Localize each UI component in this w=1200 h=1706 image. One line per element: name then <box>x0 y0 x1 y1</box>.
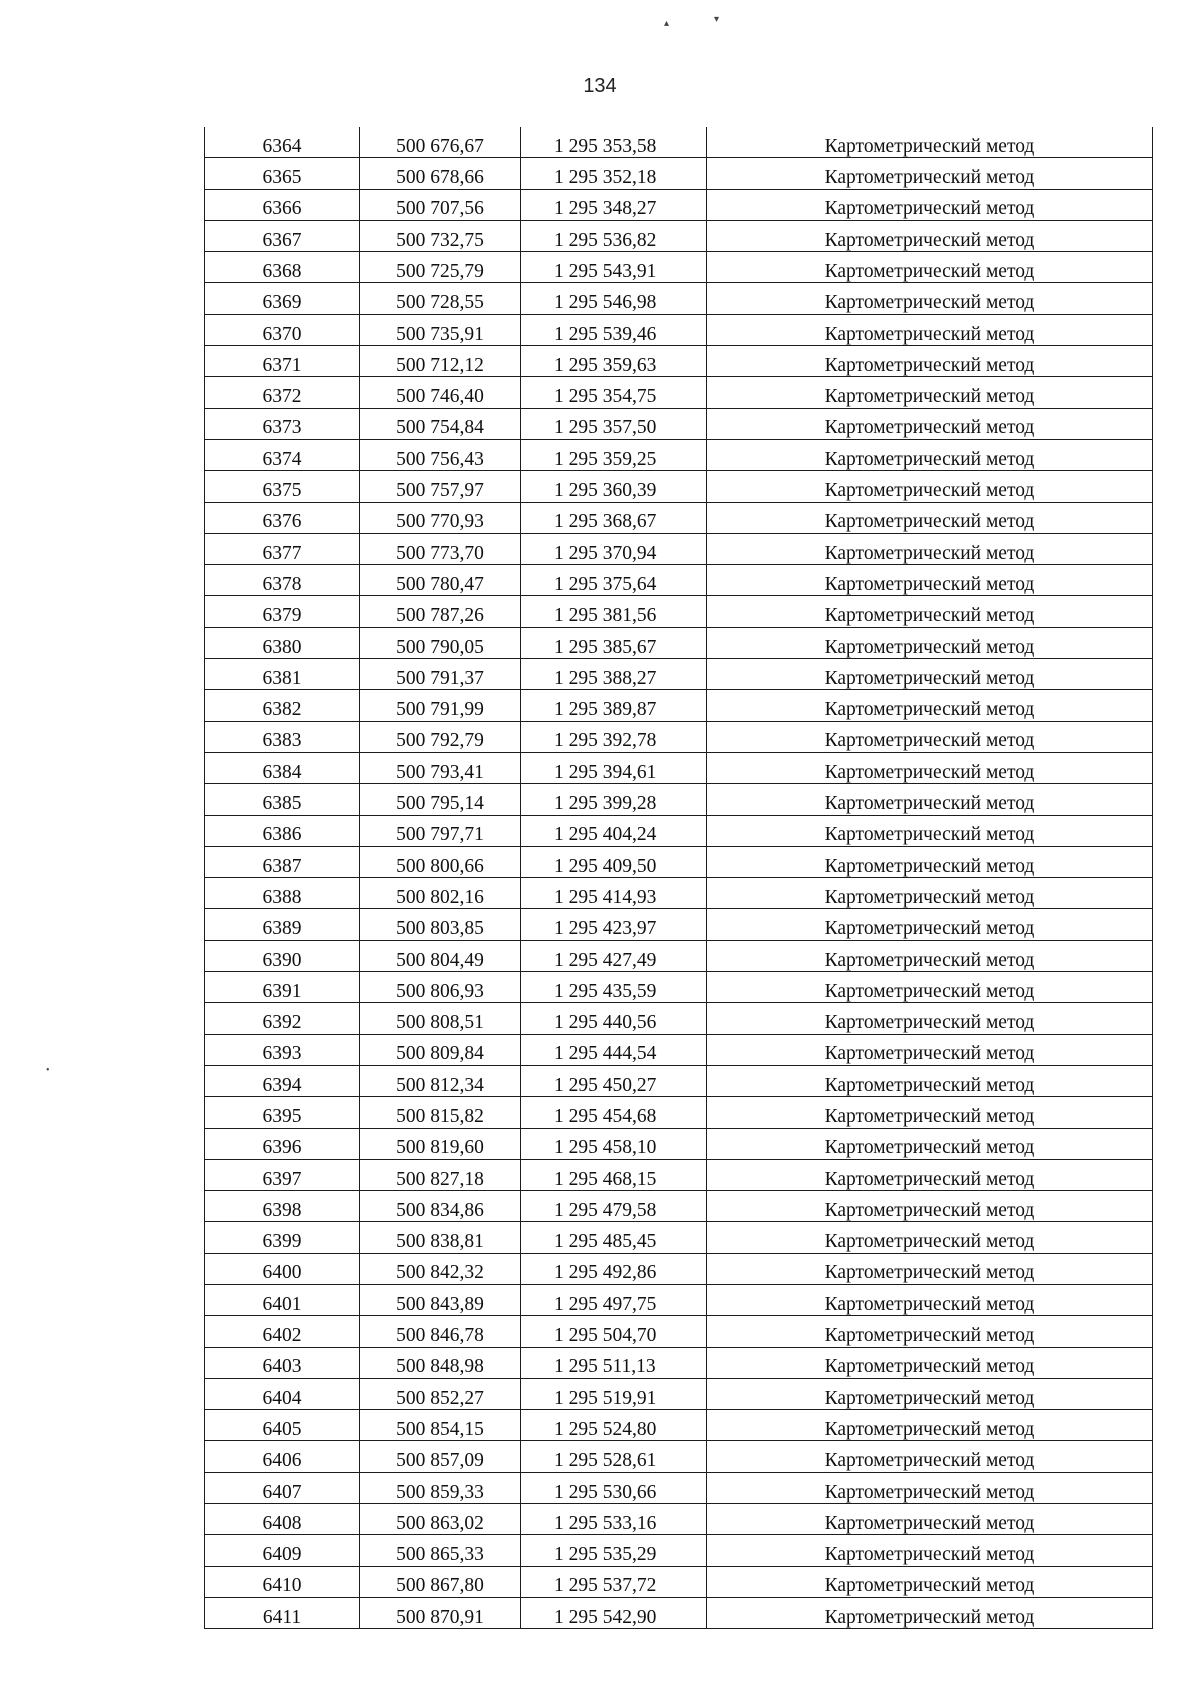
point-number-cell: 6388 <box>205 878 360 909</box>
point-number-cell: 6368 <box>205 252 360 283</box>
method-cell: Картометрический метод <box>707 1128 1153 1159</box>
point-number-cell: 6405 <box>205 1410 360 1441</box>
y-coordinate-cell: 1 295 468,15 <box>521 1159 707 1190</box>
x-coordinate-cell: 500 791,99 <box>360 690 521 721</box>
method-cell: Картометрический метод <box>707 1222 1153 1253</box>
method-cell: Картометрический метод <box>707 1003 1153 1034</box>
x-coordinate-cell: 500 819,60 <box>360 1128 521 1159</box>
x-coordinate-cell: 500 838,81 <box>360 1222 521 1253</box>
method-cell: Картометрический метод <box>707 189 1153 220</box>
y-coordinate-cell: 1 295 375,64 <box>521 565 707 596</box>
point-number-cell: 6396 <box>205 1128 360 1159</box>
coordinates-table-body <box>205 127 1153 1629</box>
x-coordinate-cell: 500 834,86 <box>360 1191 521 1222</box>
x-coordinate-cell: 500 728,55 <box>360 283 521 314</box>
point-number-cell: 6393 <box>205 1034 360 1065</box>
point-number-cell: 6389 <box>205 909 360 940</box>
x-coordinate-cell: 500 793,41 <box>360 752 521 783</box>
y-coordinate-cell: 1 295 543,91 <box>521 252 707 283</box>
method-cell: Картометрический метод <box>707 533 1153 564</box>
y-coordinate-cell: 1 295 497,75 <box>521 1284 707 1315</box>
point-number-cell: 6376 <box>205 502 360 533</box>
method-cell: Картометрический метод <box>707 1378 1153 1409</box>
y-coordinate-cell: 1 295 353,58 <box>521 127 707 158</box>
scan-speck: ▴ <box>664 18 670 29</box>
method-cell: Картометрический метод <box>707 972 1153 1003</box>
point-number-cell: 6373 <box>205 408 360 439</box>
x-coordinate-cell: 500 732,75 <box>360 220 521 251</box>
method-cell: Картометрический метод <box>707 1472 1153 1503</box>
y-coordinate-cell: 1 295 392,78 <box>521 721 707 752</box>
point-number-cell: 6404 <box>205 1378 360 1409</box>
method-cell: Картометрический метод <box>707 565 1153 596</box>
table-row <box>205 158 1153 189</box>
point-number-cell: 6401 <box>205 1284 360 1315</box>
method-cell: Картометрический метод <box>707 627 1153 658</box>
point-number-cell: 6409 <box>205 1535 360 1566</box>
point-number-cell: 6394 <box>205 1065 360 1096</box>
x-coordinate-cell: 500 846,78 <box>360 1316 521 1347</box>
x-coordinate-cell: 500 867,80 <box>360 1566 521 1597</box>
point-number-cell: 6402 <box>205 1316 360 1347</box>
point-number-cell: 6392 <box>205 1003 360 1034</box>
table-row <box>205 1253 1153 1284</box>
x-coordinate-cell: 500 842,32 <box>360 1253 521 1284</box>
method-cell: Картометрический метод <box>707 1191 1153 1222</box>
method-cell: Картометрический метод <box>707 1034 1153 1065</box>
method-cell: Картометрический метод <box>707 220 1153 251</box>
table-row <box>205 252 1153 283</box>
table-row <box>205 533 1153 564</box>
method-cell: Картометрический метод <box>707 1504 1153 1535</box>
method-cell: Картометрический метод <box>707 471 1153 502</box>
x-coordinate-cell: 500 843,89 <box>360 1284 521 1315</box>
method-cell: Картометрический метод <box>707 1253 1153 1284</box>
table-row <box>205 627 1153 658</box>
y-coordinate-cell: 1 295 485,45 <box>521 1222 707 1253</box>
y-coordinate-cell: 1 295 404,24 <box>521 815 707 846</box>
x-coordinate-cell: 500 815,82 <box>360 1097 521 1128</box>
table-row <box>205 1566 1153 1597</box>
point-number-cell: 6397 <box>205 1159 360 1190</box>
method-cell: Картометрический метод <box>707 1065 1153 1096</box>
x-coordinate-cell: 500 857,09 <box>360 1441 521 1472</box>
point-number-cell: 6375 <box>205 471 360 502</box>
method-cell: Картометрический метод <box>707 878 1153 909</box>
table-row <box>205 752 1153 783</box>
x-coordinate-cell: 500 809,84 <box>360 1034 521 1065</box>
y-coordinate-cell: 1 295 354,75 <box>521 377 707 408</box>
method-cell: Картометрический метод <box>707 815 1153 846</box>
point-number-cell: 6378 <box>205 565 360 596</box>
y-coordinate-cell: 1 295 535,29 <box>521 1535 707 1566</box>
method-cell: Картометрический метод <box>707 1316 1153 1347</box>
y-coordinate-cell: 1 295 511,13 <box>521 1347 707 1378</box>
y-coordinate-cell: 1 295 492,86 <box>521 1253 707 1284</box>
x-coordinate-cell: 500 859,33 <box>360 1472 521 1503</box>
table-row <box>205 1472 1153 1503</box>
point-number-cell: 6383 <box>205 721 360 752</box>
method-cell: Картометрический метод <box>707 127 1153 158</box>
table-row <box>205 1378 1153 1409</box>
x-coordinate-cell: 500 806,93 <box>360 972 521 1003</box>
y-coordinate-cell: 1 295 458,10 <box>521 1128 707 1159</box>
method-cell: Картометрический метод <box>707 1441 1153 1472</box>
method-cell: Картометрический метод <box>707 283 1153 314</box>
method-cell: Картометрический метод <box>707 439 1153 470</box>
point-number-cell: 6374 <box>205 439 360 470</box>
point-number-cell: 6386 <box>205 815 360 846</box>
table-row <box>205 1410 1153 1441</box>
point-number-cell: 6369 <box>205 283 360 314</box>
x-coordinate-cell: 500 848,98 <box>360 1347 521 1378</box>
table-row <box>205 565 1153 596</box>
y-coordinate-cell: 1 295 524,80 <box>521 1410 707 1441</box>
y-coordinate-cell: 1 295 357,50 <box>521 408 707 439</box>
y-coordinate-cell: 1 295 414,93 <box>521 878 707 909</box>
x-coordinate-cell: 500 791,37 <box>360 659 521 690</box>
y-coordinate-cell: 1 295 528,61 <box>521 1441 707 1472</box>
method-cell: Картометрический метод <box>707 940 1153 971</box>
point-number-cell: 6408 <box>205 1504 360 1535</box>
x-coordinate-cell: 500 812,34 <box>360 1065 521 1096</box>
table-row <box>205 127 1153 158</box>
table-row <box>205 972 1153 1003</box>
table-row <box>205 471 1153 502</box>
y-coordinate-cell: 1 295 388,27 <box>521 659 707 690</box>
method-cell: Картометрический метод <box>707 659 1153 690</box>
point-number-cell: 6399 <box>205 1222 360 1253</box>
y-coordinate-cell: 1 295 399,28 <box>521 784 707 815</box>
table-row <box>205 846 1153 877</box>
table-row <box>205 1284 1153 1315</box>
point-number-cell: 6407 <box>205 1472 360 1503</box>
y-coordinate-cell: 1 295 409,50 <box>521 846 707 877</box>
x-coordinate-cell: 500 746,40 <box>360 377 521 408</box>
table-row <box>205 1097 1153 1128</box>
x-coordinate-cell: 500 787,26 <box>360 596 521 627</box>
table-row <box>205 1128 1153 1159</box>
method-cell: Картометрический метод <box>707 909 1153 940</box>
x-coordinate-cell: 500 854,15 <box>360 1410 521 1441</box>
y-coordinate-cell: 1 295 479,58 <box>521 1191 707 1222</box>
point-number-cell: 6367 <box>205 220 360 251</box>
y-coordinate-cell: 1 295 533,16 <box>521 1504 707 1535</box>
y-coordinate-cell: 1 295 385,67 <box>521 627 707 658</box>
y-coordinate-cell: 1 295 352,18 <box>521 158 707 189</box>
table-row <box>205 1347 1153 1378</box>
x-coordinate-cell: 500 707,56 <box>360 189 521 220</box>
table-row <box>205 377 1153 408</box>
table-row <box>205 1191 1153 1222</box>
table-row <box>205 1316 1153 1347</box>
y-coordinate-cell: 1 295 530,66 <box>521 1472 707 1503</box>
point-number-cell: 6381 <box>205 659 360 690</box>
point-number-cell: 6380 <box>205 627 360 658</box>
scan-speck: ▾ <box>714 14 720 25</box>
table-row <box>205 1504 1153 1535</box>
point-number-cell: 6391 <box>205 972 360 1003</box>
scan-speck: • <box>46 1065 50 1076</box>
point-number-cell: 6370 <box>205 314 360 345</box>
method-cell: Картометрический метод <box>707 1566 1153 1597</box>
y-coordinate-cell: 1 295 542,90 <box>521 1597 707 1628</box>
table-row <box>205 314 1153 345</box>
table-row <box>205 220 1153 251</box>
y-coordinate-cell: 1 295 368,67 <box>521 502 707 533</box>
y-coordinate-cell: 1 295 450,27 <box>521 1065 707 1096</box>
point-number-cell: 6385 <box>205 784 360 815</box>
y-coordinate-cell: 1 295 440,56 <box>521 1003 707 1034</box>
method-cell: Картометрический метод <box>707 502 1153 533</box>
method-cell: Картометрический метод <box>707 252 1153 283</box>
table-row <box>205 408 1153 439</box>
table-row <box>205 1034 1153 1065</box>
method-cell: Картометрический метод <box>707 784 1153 815</box>
method-cell: Картометрический метод <box>707 408 1153 439</box>
method-cell: Картометрический метод <box>707 1410 1153 1441</box>
y-coordinate-cell: 1 295 536,82 <box>521 220 707 251</box>
point-number-cell: 6410 <box>205 1566 360 1597</box>
y-coordinate-cell: 1 295 381,56 <box>521 596 707 627</box>
table-row <box>205 283 1153 314</box>
table-row <box>205 1535 1153 1566</box>
x-coordinate-cell: 500 712,12 <box>360 346 521 377</box>
point-number-cell: 6382 <box>205 690 360 721</box>
table-row <box>205 346 1153 377</box>
y-coordinate-cell: 1 295 444,54 <box>521 1034 707 1065</box>
point-number-cell: 6395 <box>205 1097 360 1128</box>
point-number-cell: 6379 <box>205 596 360 627</box>
y-coordinate-cell: 1 295 370,94 <box>521 533 707 564</box>
x-coordinate-cell: 500 756,43 <box>360 439 521 470</box>
method-cell: Картометрический метод <box>707 596 1153 627</box>
table-row <box>205 1222 1153 1253</box>
x-coordinate-cell: 500 870,91 <box>360 1597 521 1628</box>
y-coordinate-cell: 1 295 348,27 <box>521 189 707 220</box>
method-cell: Картометрический метод <box>707 1284 1153 1315</box>
x-coordinate-cell: 500 676,67 <box>360 127 521 158</box>
x-coordinate-cell: 500 852,27 <box>360 1378 521 1409</box>
point-number-cell: 6377 <box>205 533 360 564</box>
x-coordinate-cell: 500 802,16 <box>360 878 521 909</box>
x-coordinate-cell: 500 725,79 <box>360 252 521 283</box>
y-coordinate-cell: 1 295 435,59 <box>521 972 707 1003</box>
y-coordinate-cell: 1 295 537,72 <box>521 1566 707 1597</box>
x-coordinate-cell: 500 797,71 <box>360 815 521 846</box>
point-number-cell: 6390 <box>205 940 360 971</box>
y-coordinate-cell: 1 295 359,63 <box>521 346 707 377</box>
y-coordinate-cell: 1 295 539,46 <box>521 314 707 345</box>
point-number-cell: 6371 <box>205 346 360 377</box>
method-cell: Картометрический метод <box>707 158 1153 189</box>
x-coordinate-cell: 500 780,47 <box>360 565 521 596</box>
table-row <box>205 878 1153 909</box>
page-number: 134 <box>583 75 617 97</box>
point-number-cell: 6398 <box>205 1191 360 1222</box>
x-coordinate-cell: 500 678,66 <box>360 158 521 189</box>
point-number-cell: 6406 <box>205 1441 360 1472</box>
method-cell: Картометрический метод <box>707 1535 1153 1566</box>
point-number-cell: 6384 <box>205 752 360 783</box>
x-coordinate-cell: 500 865,33 <box>360 1535 521 1566</box>
y-coordinate-cell: 1 295 389,87 <box>521 690 707 721</box>
table-row <box>205 502 1153 533</box>
x-coordinate-cell: 500 790,05 <box>360 627 521 658</box>
table-row <box>205 1159 1153 1190</box>
x-coordinate-cell: 500 754,84 <box>360 408 521 439</box>
x-coordinate-cell: 500 757,97 <box>360 471 521 502</box>
point-number-cell: 6411 <box>205 1597 360 1628</box>
x-coordinate-cell: 500 735,91 <box>360 314 521 345</box>
table-row <box>205 1597 1153 1628</box>
y-coordinate-cell: 1 295 504,70 <box>521 1316 707 1347</box>
method-cell: Картометрический метод <box>707 1097 1153 1128</box>
method-cell: Картометрический метод <box>707 377 1153 408</box>
point-number-cell: 6387 <box>205 846 360 877</box>
x-coordinate-cell: 500 803,85 <box>360 909 521 940</box>
table-row <box>205 784 1153 815</box>
table-row <box>205 1441 1153 1472</box>
table-row <box>205 721 1153 752</box>
method-cell: Картометрический метод <box>707 1347 1153 1378</box>
x-coordinate-cell: 500 792,79 <box>360 721 521 752</box>
point-number-cell: 6366 <box>205 189 360 220</box>
method-cell: Картометрический метод <box>707 314 1153 345</box>
table-row <box>205 1065 1153 1096</box>
y-coordinate-cell: 1 295 546,98 <box>521 283 707 314</box>
y-coordinate-cell: 1 295 454,68 <box>521 1097 707 1128</box>
table-row <box>205 189 1153 220</box>
y-coordinate-cell: 1 295 427,49 <box>521 940 707 971</box>
method-cell: Картометрический метод <box>707 1159 1153 1190</box>
y-coordinate-cell: 1 295 423,97 <box>521 909 707 940</box>
table-row <box>205 439 1153 470</box>
x-coordinate-cell: 500 804,49 <box>360 940 521 971</box>
table-row <box>205 940 1153 971</box>
x-coordinate-cell: 500 800,66 <box>360 846 521 877</box>
method-cell: Картометрический метод <box>707 346 1153 377</box>
x-coordinate-cell: 500 773,70 <box>360 533 521 564</box>
y-coordinate-cell: 1 295 394,61 <box>521 752 707 783</box>
x-coordinate-cell: 500 795,14 <box>360 784 521 815</box>
table-row <box>205 659 1153 690</box>
point-number-cell: 6403 <box>205 1347 360 1378</box>
point-number-cell: 6365 <box>205 158 360 189</box>
x-coordinate-cell: 500 827,18 <box>360 1159 521 1190</box>
x-coordinate-cell: 500 808,51 <box>360 1003 521 1034</box>
method-cell: Картометрический метод <box>707 846 1153 877</box>
method-cell: Картометрический метод <box>707 752 1153 783</box>
point-number-cell: 6364 <box>205 127 360 158</box>
table-row <box>205 909 1153 940</box>
y-coordinate-cell: 1 295 519,91 <box>521 1378 707 1409</box>
y-coordinate-cell: 1 295 360,39 <box>521 471 707 502</box>
table-row <box>205 1003 1153 1034</box>
x-coordinate-cell: 500 863,02 <box>360 1504 521 1535</box>
y-coordinate-cell: 1 295 359,25 <box>521 439 707 470</box>
method-cell: Картометрический метод <box>707 721 1153 752</box>
x-coordinate-cell: 500 770,93 <box>360 502 521 533</box>
point-number-cell: 6400 <box>205 1253 360 1284</box>
table-row <box>205 596 1153 627</box>
coordinates-table <box>204 127 1153 1629</box>
table-row <box>205 815 1153 846</box>
method-cell: Картометрический метод <box>707 690 1153 721</box>
table-row <box>205 690 1153 721</box>
method-cell: Картометрический метод <box>707 1597 1153 1628</box>
point-number-cell: 6372 <box>205 377 360 408</box>
